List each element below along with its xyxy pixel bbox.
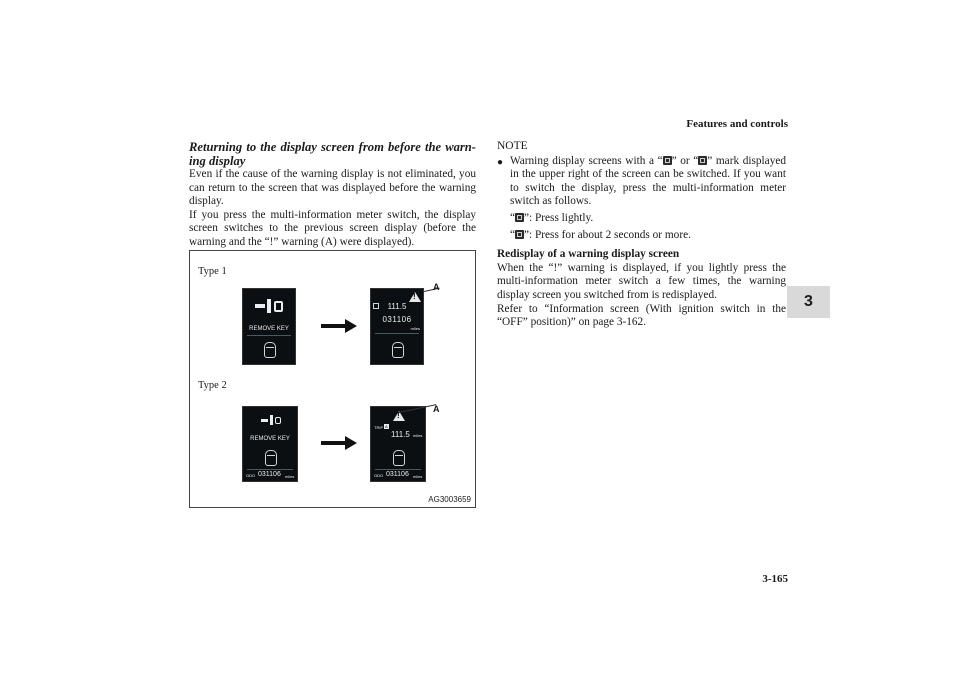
odo-label: ODO [374,473,384,478]
running-header: Features and controls [686,118,788,130]
switch-mark-icon [698,156,707,165]
note-bullet [497,155,786,209]
car-icon [392,342,404,358]
left-column [189,140,476,250]
remove-key-message: REMOVE KEY [249,326,289,332]
figure-code: AG3003659 [428,495,471,504]
remove-key-message: REMOVE KEY [250,436,290,442]
type2-previous-screen [370,406,426,482]
trip-value: 111.5 [387,302,407,311]
chapter-tab: 3 [787,286,830,318]
car-icon [264,342,276,358]
trip-unit: miles [413,433,423,438]
note-item-2: “ ”: Press for about 2 seconds or more. [510,228,691,241]
callout-a: A [433,404,440,414]
paragraph-1: Even if the cause of the warning display is not eliminated, you can return to the screen that was displayed before the warning display. [189,168,476,208]
odometer-unit: miles [413,474,423,479]
section2-paragraph-2: Refer to “Information screen (With ignition switch in the “OFF” position)” on page 3-162. [497,302,786,329]
type1-previous-screen [370,288,424,365]
section2-paragraph-1: When the “!” warning is displayed, if you lightly press the multi-information meter switch a few times, the warning display screen you switched from is redisplayed. [497,261,786,301]
arrow-icon [321,438,357,448]
trip-badge: A [385,424,388,429]
type2-label: Type 2 [198,380,227,391]
key-icon [261,415,281,425]
paragraph-2: If you press the multi-information meter switch, the display screen switches to the previous screen display (before the warning and the “!” warning (A) were displayed). [189,208,476,248]
odometer-value: 031106 [382,315,412,324]
odometer-value: 031106 [386,471,409,478]
type1-label: Type 1 [198,266,227,277]
bullet-icon: ● [497,156,504,168]
page-number: 3-165 [762,573,788,585]
car-icon [265,450,277,466]
key-icon [255,299,285,313]
right-column [497,140,786,330]
type1-warning-screen [242,288,296,365]
car-icon [393,450,405,466]
note-title: NOTE [497,140,528,152]
odometer-value: 031106 [258,471,281,478]
odo-label: ODO [246,473,256,478]
odometer-unit: miles [410,326,420,331]
note-item-1: “ ”: Press lightly. [510,211,594,224]
callout-a: A [433,282,440,292]
warning-icon [409,292,421,302]
switch-mark-icon [515,213,524,222]
switch-mark-icon [663,156,672,165]
display-figure [189,250,476,508]
odometer-unit: miles [285,474,295,479]
note-text: Warning display screens with a “ ” or “ ” mark displayed in the upper right of the screen can be switched. If you want to switch the display, press the multi-information meter switch as follows. [510,154,787,208]
section-heading: Returning to the display screen from before the warn-ing display [189,140,476,168]
arrow-icon [321,321,357,331]
section2-heading: Redisplay of a warning display screen [497,248,680,261]
type2-warning-screen [242,406,298,482]
trip-label: TRIP [374,425,384,430]
trip-value: 111.5 [391,430,410,439]
switch-mark-icon [515,230,524,239]
